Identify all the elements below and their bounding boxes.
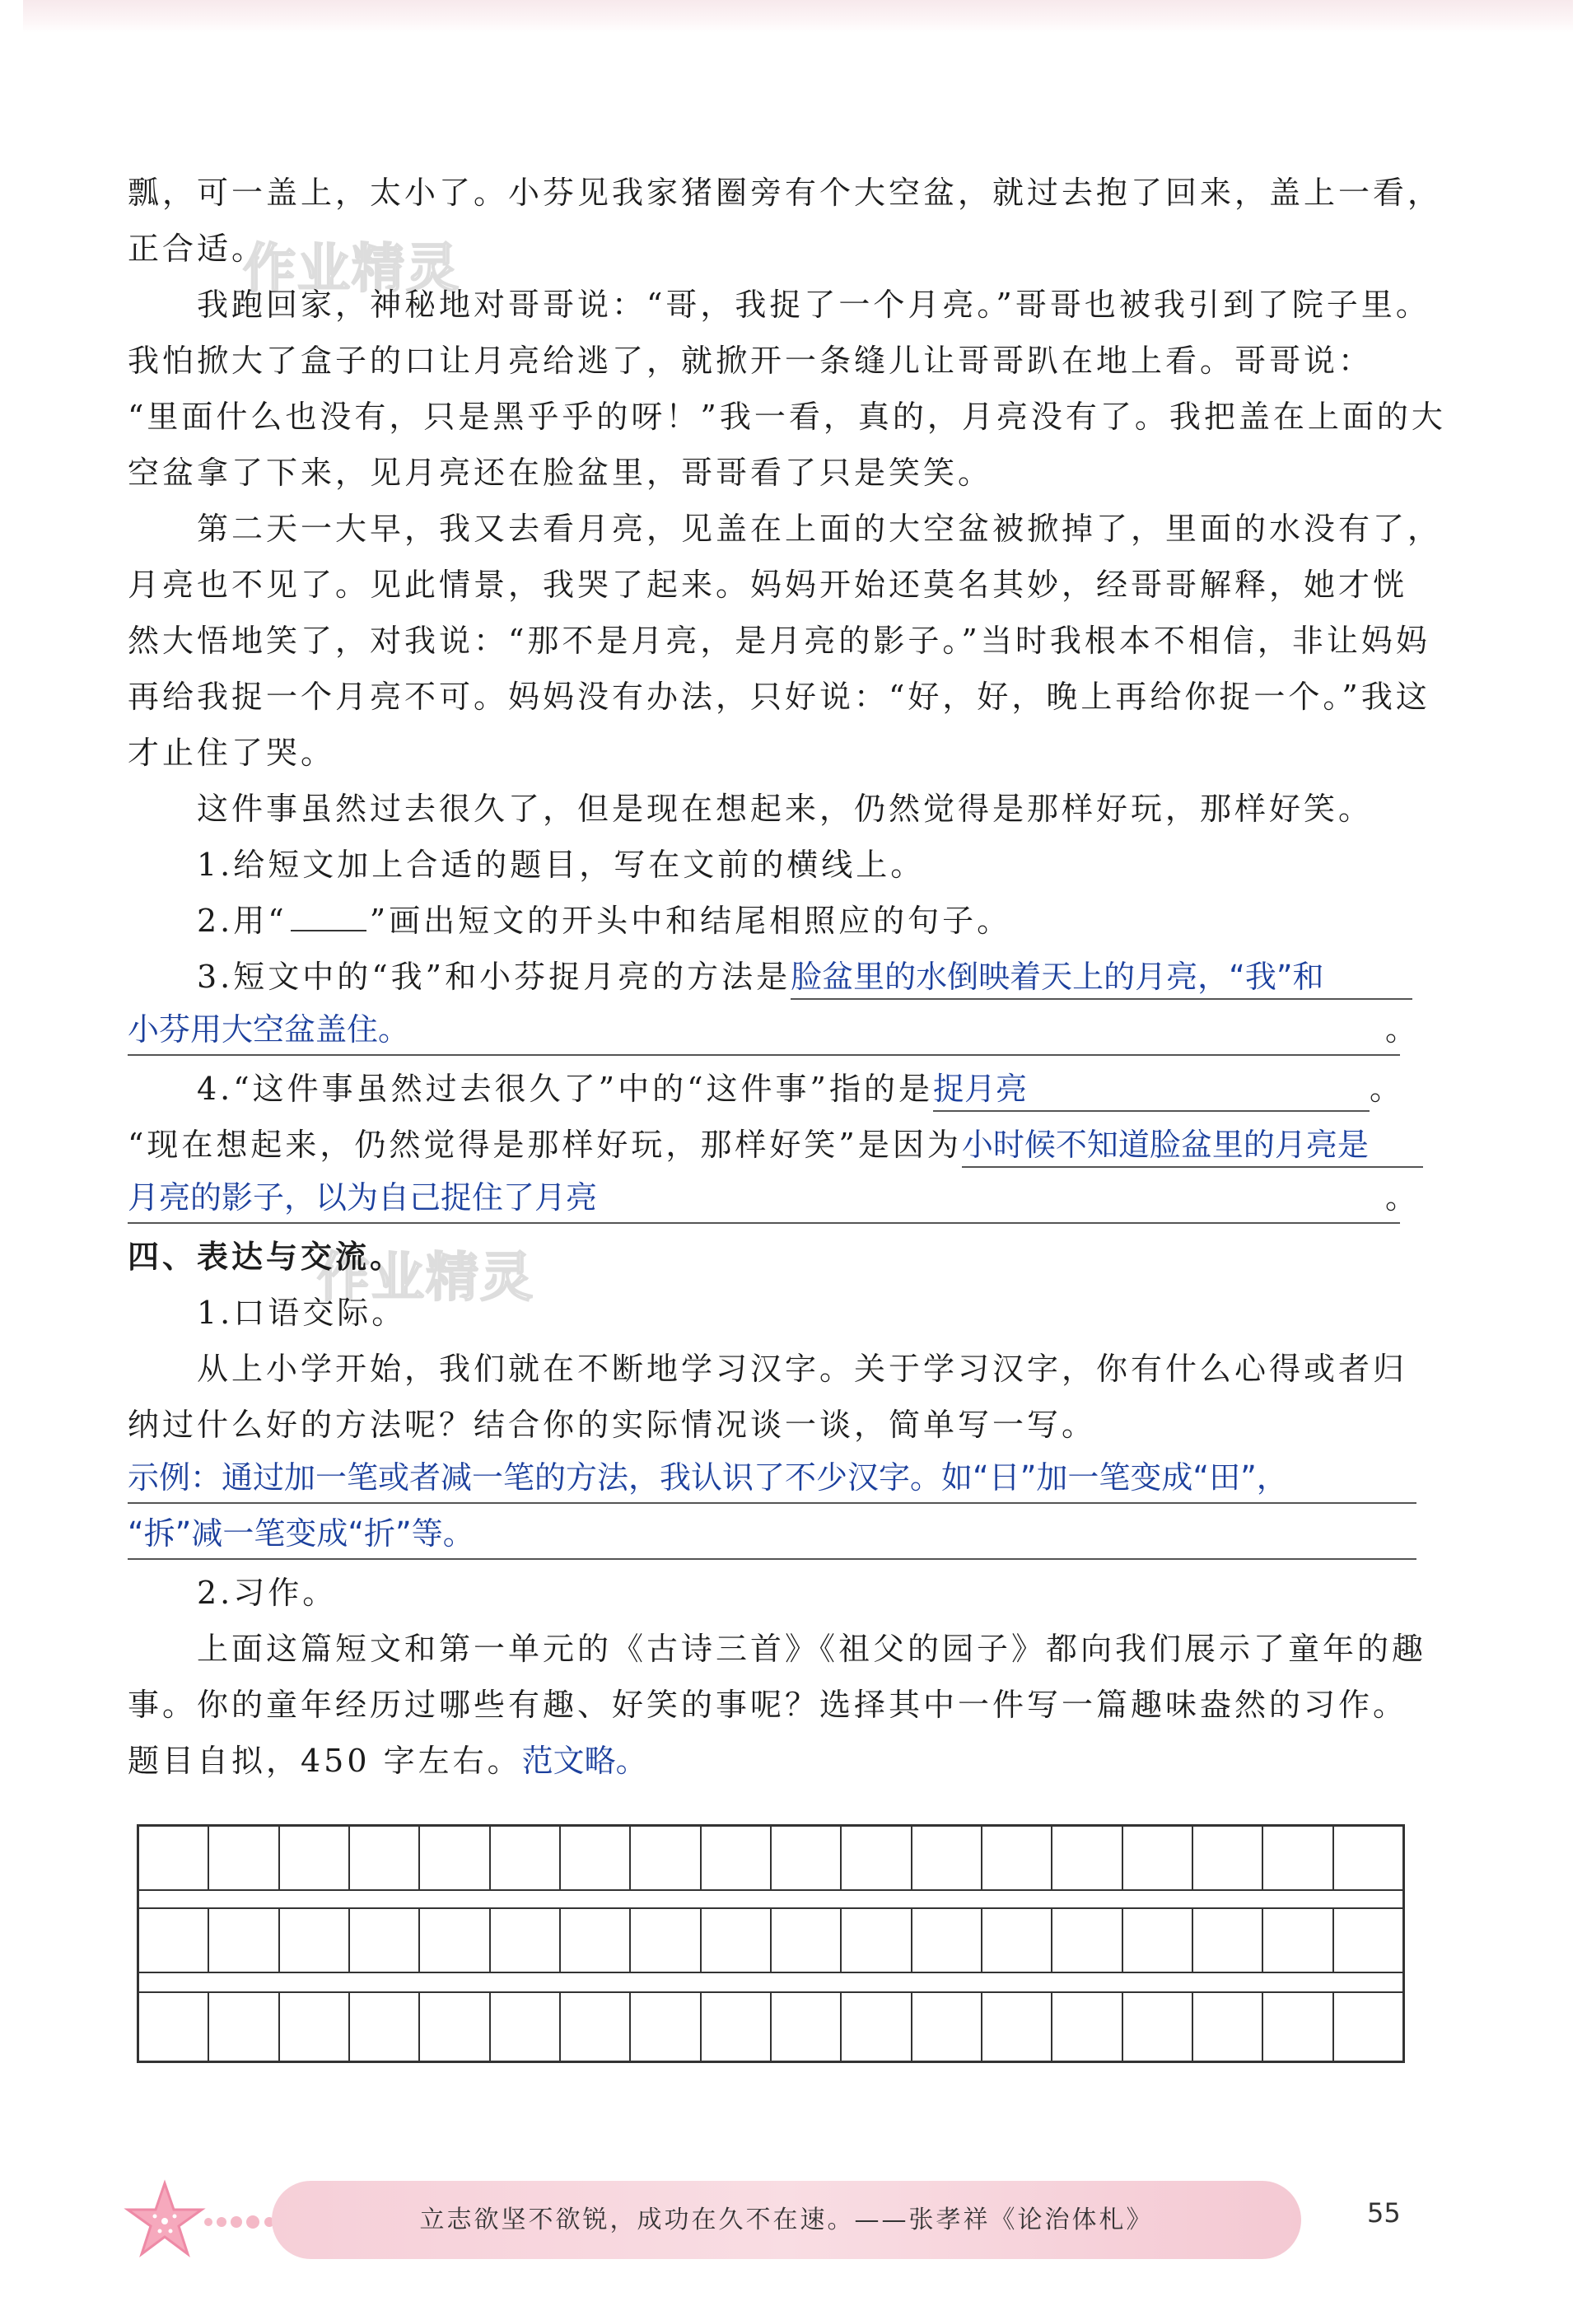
grid-cell[interactable] [982, 1825, 1052, 1891]
oral-prompt-line: 从上小学开始，我们就在不断地学习汉字。关于学习汉字，你有什么心得或者归 [197, 1351, 1408, 1387]
answer-underline [128, 1222, 1400, 1224]
question-4-prefix: 4.“这件事虽然过去很久了”中的“这件事”指的是 [197, 1071, 933, 1107]
passage-line: 瓢，可一盖上，太小了。小芬见我家猪圈旁有个大空盆，就过去抱了回来，盖上一看， [128, 175, 1443, 211]
question-4b-prefix: “现在想起来，仍然觉得是那样好玩，那样好笑”是因为 [128, 1127, 962, 1163]
grid-cell[interactable] [280, 1825, 350, 1891]
page-content [128, 165, 1446, 1789]
period: 。 [1384, 1179, 1416, 1216]
grid-cell[interactable] [1193, 1907, 1263, 1973]
underline-blank [291, 905, 366, 931]
grid-cell[interactable] [420, 1991, 490, 2061]
grid-cell[interactable] [1052, 1825, 1122, 1891]
grid-row [139, 1907, 1402, 1973]
grid-cell[interactable] [350, 1907, 420, 1973]
passage-line: “里面什么也没有，只是黑乎乎的呀！”我一看，真的，月亮没有了。我把盖在上面的大 [128, 399, 1446, 435]
footer-quote-banner [272, 2181, 1301, 2259]
question-4b [128, 1117, 1416, 1173]
oral-title: 1.口语交际。 [197, 1295, 407, 1331]
grid-cell[interactable] [420, 1907, 490, 1973]
question-4 [128, 1061, 1416, 1117]
grid-cell[interactable] [139, 1825, 209, 1891]
grid-cell[interactable] [209, 1991, 279, 2061]
grid-cell[interactable] [1123, 1907, 1193, 1973]
grid-cell[interactable] [1052, 1991, 1122, 2061]
question-4b-answer-line2[interactable]: 月亮的影子，以为自己捉住了月亮 [128, 1179, 598, 1216]
grid-cell[interactable] [1334, 1907, 1402, 1973]
question-4-answer[interactable]: 捉月亮 [933, 1067, 1370, 1112]
passage-line: 第二天一大早，我又去看月亮，见盖在上面的大空盆被掀掉了，里面的水没有了， [197, 511, 1443, 547]
grid-cell[interactable] [702, 1825, 772, 1891]
question-2 [128, 893, 1416, 949]
passage-line: 这件事虽然过去很久了，但是现在想起来，仍然觉得是那样好玩，那样好笑。 [197, 791, 1374, 827]
grid-cell[interactable] [561, 1907, 631, 1973]
grid-cell[interactable] [982, 1991, 1052, 2061]
question-2-text-b: ”画出短文的开头中和结尾相照应的句子。 [369, 903, 1012, 939]
footer-quote: 立志欲坚不欲锐，成功在久不在速。——张孝祥《论治体札》 [419, 2206, 1154, 2234]
oral-answer-line1[interactable]: 示例：通过加一笔或者减一笔的方法，我认识了不少汉字。如“日”加一笔变成“田”， [128, 1459, 1288, 1496]
grid-cell[interactable] [842, 1991, 912, 2061]
grid-cell[interactable] [1263, 1825, 1333, 1891]
grid-cell[interactable] [631, 1907, 701, 1973]
passage-line: 才止住了哭。 [128, 735, 336, 771]
grid-cell[interactable] [702, 1991, 772, 2061]
question-3-answer-line1[interactable]: 脸盆里的水倒映着天上的月亮，“我”和 [791, 955, 1412, 1000]
passage-line: 空盆拿了下来，见月亮还在脸盆里，哥哥看了只是笑笑。 [128, 455, 993, 491]
period: 。 [1369, 1071, 1404, 1107]
watermark-top: 作业精灵 [243, 239, 460, 300]
grid-cell[interactable] [1193, 1991, 1263, 2061]
answer-underline [128, 1054, 1400, 1056]
period: 。 [1384, 1011, 1416, 1048]
grid-cell[interactable] [842, 1907, 912, 1973]
passage-line: 然大悟地笑了，对我说：“那不是月亮，是月亮的影子。”当时我根本不相信，非让妈妈 [128, 623, 1430, 659]
top-decorative-band [23, 0, 1573, 33]
question-1: 1.给短文加上合适的题目，写在文前的横线上。 [197, 847, 926, 883]
writing-answer: 范文略。 [521, 1743, 647, 1779]
grid-cell[interactable] [631, 1991, 701, 2061]
passage-line: 再给我捉一个月亮不可。妈妈没有办法，只好说：“好，好，晚上再给你捉一个。”我这 [128, 679, 1430, 715]
decorative-dots-icon [202, 2214, 276, 2230]
question-3 [128, 949, 1416, 1005]
grid-cell[interactable] [1052, 1907, 1122, 1973]
grid-cell[interactable] [1123, 1991, 1193, 2061]
passage-line: 正合适。 [128, 231, 267, 267]
passage-line: 我跑回家，神秘地对哥哥说：“哥，我捉了一个月亮。”哥哥也被我引到了院子里。 [197, 287, 1430, 323]
oral-answer-row [128, 1453, 1416, 1509]
grid-cell[interactable] [1334, 1825, 1402, 1891]
grid-cell[interactable] [350, 1991, 420, 2061]
writing-prompt-line: 上面这篇短文和第一单元的《古诗三首》《祖父的园子》都向我们展示了童年的趣 [197, 1631, 1427, 1667]
grid-cell[interactable] [772, 1991, 842, 2061]
question-3-prefix: 3.短文中的“我”和小芬捉月亮的方法是 [197, 959, 791, 995]
grid-row [139, 1991, 1402, 2061]
grid-cell[interactable] [280, 1991, 350, 2061]
section-4-title: 四、表达与交流。 [128, 1239, 405, 1275]
starfish-icon [124, 2178, 206, 2261]
grid-cell[interactable] [491, 1825, 561, 1891]
grid-cell[interactable] [139, 1991, 209, 2061]
oral-prompt-line: 纳过什么好的方法呢？结合你的实际情况谈一谈，简单写一写。 [128, 1407, 1097, 1443]
grid-cell[interactable] [1334, 1991, 1402, 2061]
question-3-answer-row [128, 1005, 1416, 1061]
passage-line: 月亮也不见了。见此情景，我哭了起来。妈妈开始还莫名其妙，经哥哥解释，她才恍 [128, 567, 1408, 603]
watermark-middle: 作业精灵 [317, 1248, 534, 1309]
question-4b-answer-row [128, 1173, 1416, 1229]
grid-cell[interactable] [139, 1907, 209, 1973]
grid-cell[interactable] [491, 1907, 561, 1973]
writing-prompt-line [128, 1733, 1416, 1789]
question-2-text-a: 2.用“ [197, 903, 287, 939]
grid-cell[interactable] [842, 1825, 912, 1891]
grid-cell[interactable] [912, 1991, 982, 2061]
grid-cell[interactable] [209, 1825, 279, 1891]
grid-row [139, 1825, 1402, 1891]
answer-underline [128, 1502, 1416, 1504]
grid-cell[interactable] [280, 1907, 350, 1973]
grid-cell[interactable] [561, 1991, 631, 2061]
passage-line: 我怕掀大了盒子的口让月亮给逃了，就掀开一条缝儿让哥哥趴在地上看。哥哥说： [128, 343, 1374, 379]
grid-cell[interactable] [1123, 1825, 1193, 1891]
grid-cell[interactable] [1263, 1991, 1333, 2061]
grid-cell[interactable] [1193, 1825, 1263, 1891]
grid-cell[interactable] [912, 1907, 982, 1973]
grid-cell[interactable] [420, 1825, 490, 1891]
page-number: 55 [1367, 2197, 1401, 2229]
grid-cell[interactable] [772, 1907, 842, 1973]
grid-cell[interactable] [209, 1907, 279, 1973]
writing-prompt-text: 题目自拟，450 字左右。 [128, 1743, 522, 1779]
answer-underline [128, 1558, 1416, 1560]
grid-cell[interactable] [702, 1907, 772, 1973]
grid-cell[interactable] [491, 1991, 561, 2061]
question-4b-answer-line1[interactable]: 小时候不知道脸盆里的月亮是 [962, 1123, 1423, 1168]
grid-cell[interactable] [350, 1825, 420, 1891]
grid-cell[interactable] [772, 1825, 842, 1891]
oral-answer-row [128, 1509, 1416, 1565]
grid-cell[interactable] [561, 1825, 631, 1891]
question-3-answer-line2[interactable]: 小芬用大空盆盖住。 [128, 1011, 410, 1048]
grid-cell[interactable] [982, 1907, 1052, 1973]
composition-grid[interactable] [137, 1824, 1405, 2063]
grid-cell[interactable] [912, 1825, 982, 1891]
oral-answer-line2[interactable]: “拆”减一笔变成“折”等。 [128, 1515, 474, 1552]
grid-cell[interactable] [631, 1825, 701, 1891]
writing-title: 2.习作。 [197, 1575, 338, 1611]
writing-prompt-line: 事。你的童年经历过哪些有趣、好笑的事呢？选择其中一件写一篇趣味盎然的习作。 [128, 1687, 1408, 1723]
grid-cell[interactable] [1263, 1907, 1333, 1973]
